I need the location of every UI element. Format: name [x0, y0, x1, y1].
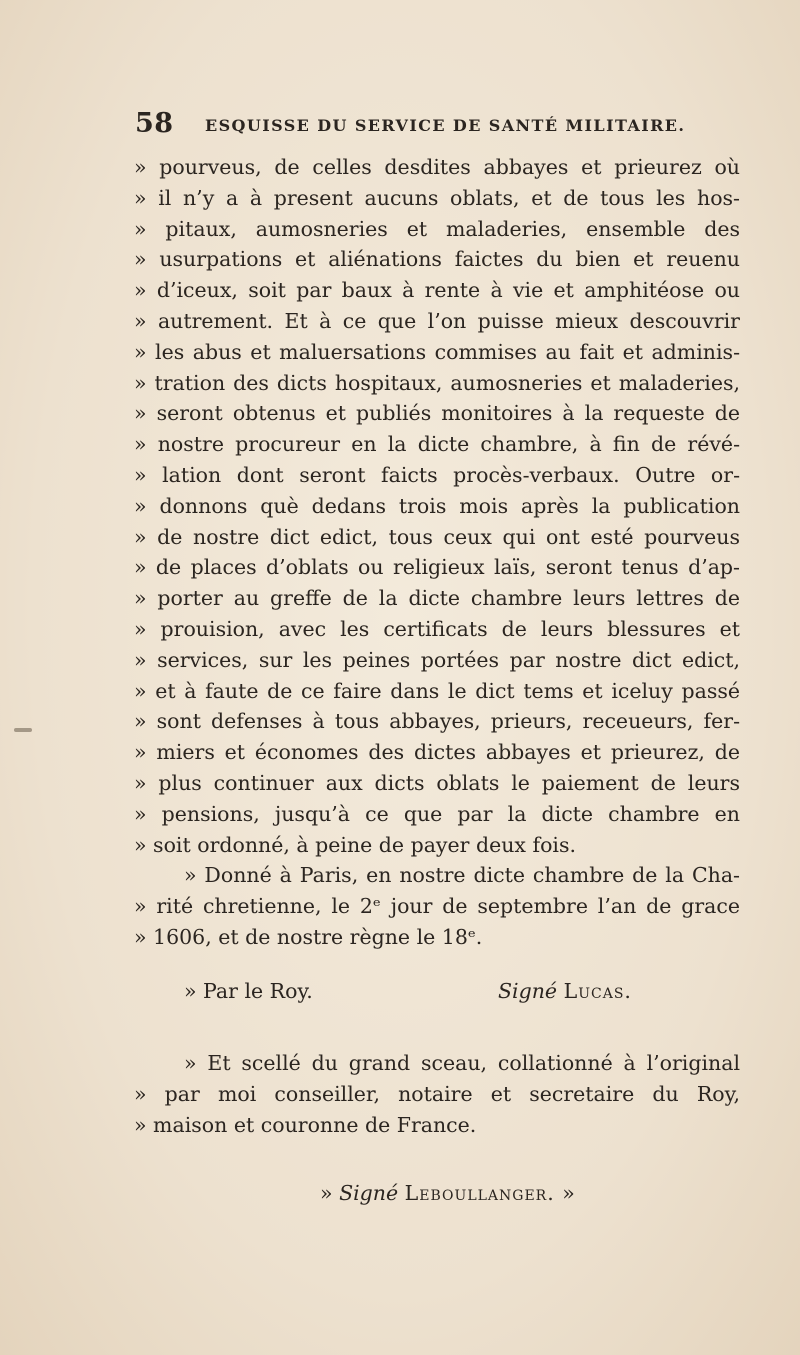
paragraph-2: [134, 860, 740, 952]
text-line: » de places d’oblats ou religieux laïs, seront tenus d’ap-: [134, 555, 740, 580]
text-line: » usurpations et aliénations faictes du bien et reuenu: [134, 247, 740, 272]
margin-ink-speck: [14, 728, 32, 732]
text-line: » tration des dicts hospitaux, aumosneries et maladeries,: [134, 370, 740, 395]
text-line: » services, sur les peines portées par nostre dict edict,: [134, 647, 740, 672]
text-line: » prouision, avec les certificats de leurs blessures et: [134, 616, 740, 641]
text-line: » pensions, jusqu’à ce que par la dicte chambre en: [134, 801, 740, 826]
text-line: » autrement. Et à ce que l’on puisse mieux descouvrir: [134, 308, 740, 333]
text-line: » il n’y a à present aucuns oblats, et de tous les hos-: [134, 185, 740, 210]
text-line: » les abus et maluersations commises au fait et adminis-: [134, 339, 740, 364]
signature-lucas: [498, 976, 632, 1006]
text-line: » seront obtenus et publiés monitoires à la requeste de: [134, 401, 740, 426]
text-line: » d’iceux, soit par baux à rente à vie et amphitéose ou: [134, 278, 740, 303]
text-line: » 1606, et de nostre règne le 18ᵉ.: [134, 924, 483, 949]
text-line: » donnons què dedans trois mois après la publication: [134, 493, 740, 518]
text-line: » pourveus, de celles desdites abbayes et prieurez où: [134, 155, 740, 179]
text-line: » lation dont seront faicts procès-verbaux. Outre or-: [134, 462, 740, 487]
text-line: » porter au greffe de la dicte chambre leurs lettres de: [134, 586, 740, 611]
text-line: » plus continuer aux dicts oblats le paiement de leurs: [134, 770, 740, 795]
text-line: » sont defenses à tous abbayes, prieurs, receueurs, fer-: [134, 709, 740, 734]
signed-word: Signé: [498, 979, 558, 1003]
text-line: » maison et couronne de France.: [134, 1112, 477, 1137]
text-line: » pitaux, aumosneries et maladeries, ensemble des: [134, 216, 740, 241]
par-le-roy: » Par le Roy.: [184, 979, 313, 1003]
signed-name: Lucas.: [563, 979, 632, 1003]
final-signature: [320, 1178, 576, 1208]
text-line: » et à faute de ce faire dans le dict tems et iceluy passé: [134, 678, 740, 703]
page-header: [135, 108, 755, 144]
paragraph-1: [134, 152, 740, 860]
text-line: » Donné à Paris, en nostre dicte chambre de la Cha-: [184, 863, 740, 888]
running-head: ESQUISSE DU SERVICE DE SANTÉ MILITAIRE.: [205, 116, 686, 135]
text-line: » Et scellé du grand sceau, collationné à l’original: [184, 1051, 740, 1075]
paragraph-3: [134, 1048, 740, 1140]
text-line: » miers et économes des dictes abbayes et prieurez, de: [134, 740, 740, 765]
text-line: » de nostre dict edict, tous ceux qui ont esté pourveus: [134, 524, 740, 549]
text-line: » rité chretienne, le 2ᵉ jour de septembre l’an de grace: [134, 894, 740, 919]
text-line: » soit ordonné, à peine de payer deux fois.: [134, 832, 577, 857]
signed-word: Signé: [339, 1181, 399, 1205]
body-text: [134, 152, 740, 953]
text-line: » par moi conseiller, notaire et secretaire du Roy,: [134, 1081, 740, 1106]
signature-line: [134, 976, 740, 1006]
text-line: » nostre procureur en la dicte chambre, à fin de révé-: [134, 432, 740, 457]
page-number: 58: [135, 108, 174, 139]
quote-mark: »: [320, 1181, 333, 1205]
signed-name: Leboullanger. »: [404, 1181, 576, 1205]
